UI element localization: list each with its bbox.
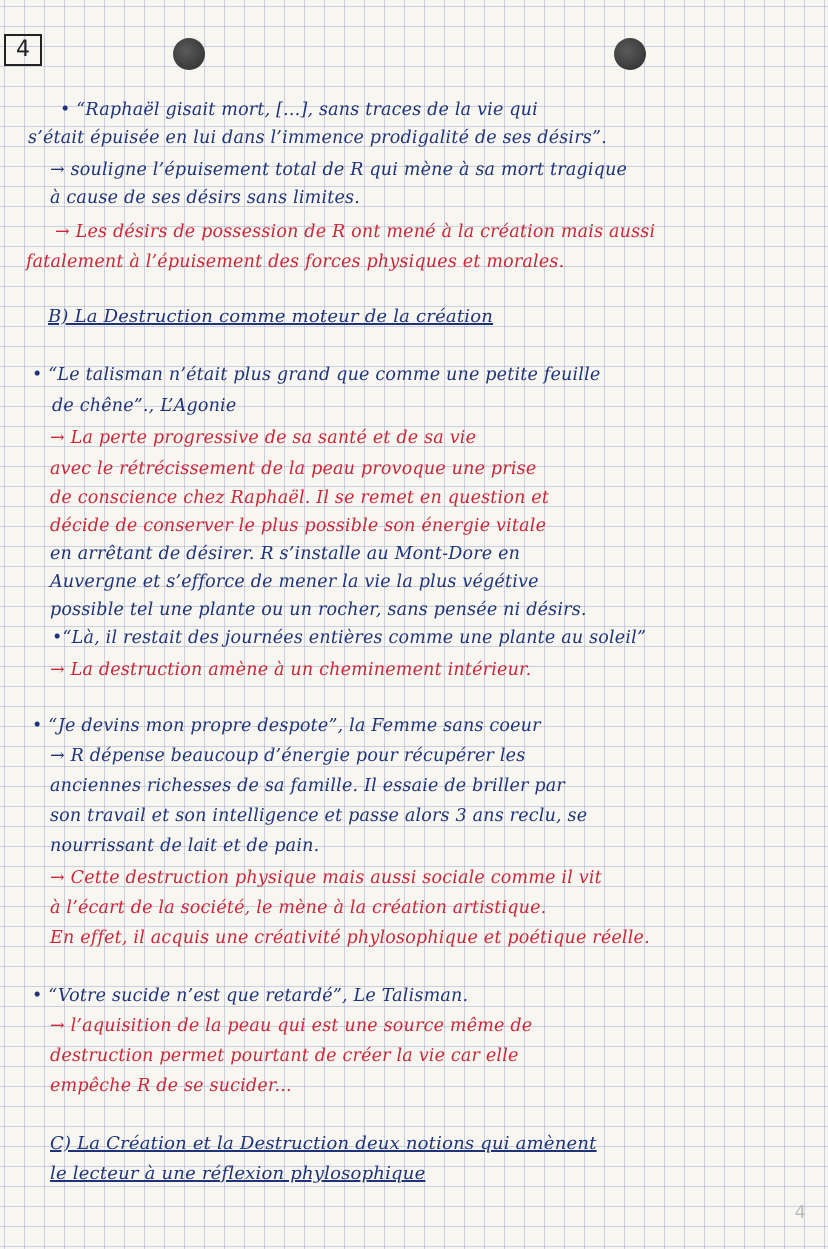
line-27: • “Votre sucide n’est que retardé”, Le Talisman. bbox=[32, 986, 469, 1006]
line-12: de conscience chez Raphaël. Il se remet en question et bbox=[50, 488, 550, 508]
line-30: empêche R de se sucider... bbox=[50, 1076, 292, 1096]
line-8: • “Le talisman n’était plus grand que comme une petite feuille bbox=[32, 365, 601, 385]
line-22: son travail et son intelligence et passe alors 3 ans reclu, se bbox=[50, 806, 588, 826]
line-1: • “Raphaël gisait mort, [...], sans traces de la vie qui bbox=[60, 100, 538, 120]
line-28: → l’aquisition de la peau qui est une source même de bbox=[50, 1016, 533, 1036]
section-heading-b: B) La Destruction comme moteur de la création bbox=[48, 306, 494, 327]
line-17: •“Là, il restait des journées entières comme une plante au soleil” bbox=[52, 628, 647, 648]
line-23: nourrissant de lait et de pain. bbox=[50, 836, 320, 856]
line-11: avec le rétrécissement de la peau provoque une prise bbox=[50, 459, 537, 479]
corner-page-mark: 4 bbox=[794, 1202, 806, 1223]
line-3: → souligne l’épuisement total de R qui mène à sa mort tragique bbox=[50, 160, 628, 180]
line-9: de chêne”., L’Agonie bbox=[52, 396, 237, 416]
line-15: Auvergne et s’efforce de mener la vie la plus végétive bbox=[50, 572, 539, 592]
line-10: → La perte progressive de sa santé et de sa vie bbox=[50, 428, 477, 448]
line-25: à l’écart de la société, le mène à la création artistique. bbox=[50, 898, 547, 918]
line-14: en arrêtant de désirer. R s’installe au Mont-Dore en bbox=[50, 544, 521, 564]
line-2: s’était épuisée en lui dans l’immence prodigalité de ses désirs”. bbox=[28, 128, 607, 148]
line-5: → Les désirs de possession de R ont mené à la création mais aussi bbox=[55, 222, 656, 242]
line-21: anciennes richesses de sa famille. Il essaie de briller par bbox=[50, 776, 565, 796]
line-16: possible tel une plante ou un rocher, sans pensée ni désirs. bbox=[50, 600, 587, 620]
line-6: fatalement à l’épuisement des forces physiques et morales. bbox=[26, 252, 565, 272]
line-26: En effet, il acquis une créativité phylosophique et poétique réelle. bbox=[50, 928, 650, 948]
binder-hole-right bbox=[614, 38, 646, 70]
line-20: → R dépense beaucoup d’énergie pour récupérer les bbox=[50, 746, 526, 766]
line-4: à cause de ses désirs sans limites. bbox=[50, 188, 360, 208]
page-number-box: 4 bbox=[4, 34, 42, 66]
section-heading-c-line1: C) La Création et la Destruction deux notions qui amènent bbox=[50, 1133, 597, 1154]
section-heading-c-line2: le lecteur à une réflexion phylosophique bbox=[50, 1163, 426, 1184]
line-18: → La destruction amène à un cheminement intérieur. bbox=[50, 660, 532, 680]
line-13: décide de conserver le plus possible son énergie vitale bbox=[50, 516, 547, 536]
binder-hole-left bbox=[173, 38, 205, 70]
line-24: → Cette destruction physique mais aussi sociale comme il vit bbox=[50, 868, 602, 888]
line-19: • “Je devins mon propre despote”, la Femme sans coeur bbox=[32, 716, 541, 736]
line-29: destruction permet pourtant de créer la vie car elle bbox=[50, 1046, 519, 1066]
